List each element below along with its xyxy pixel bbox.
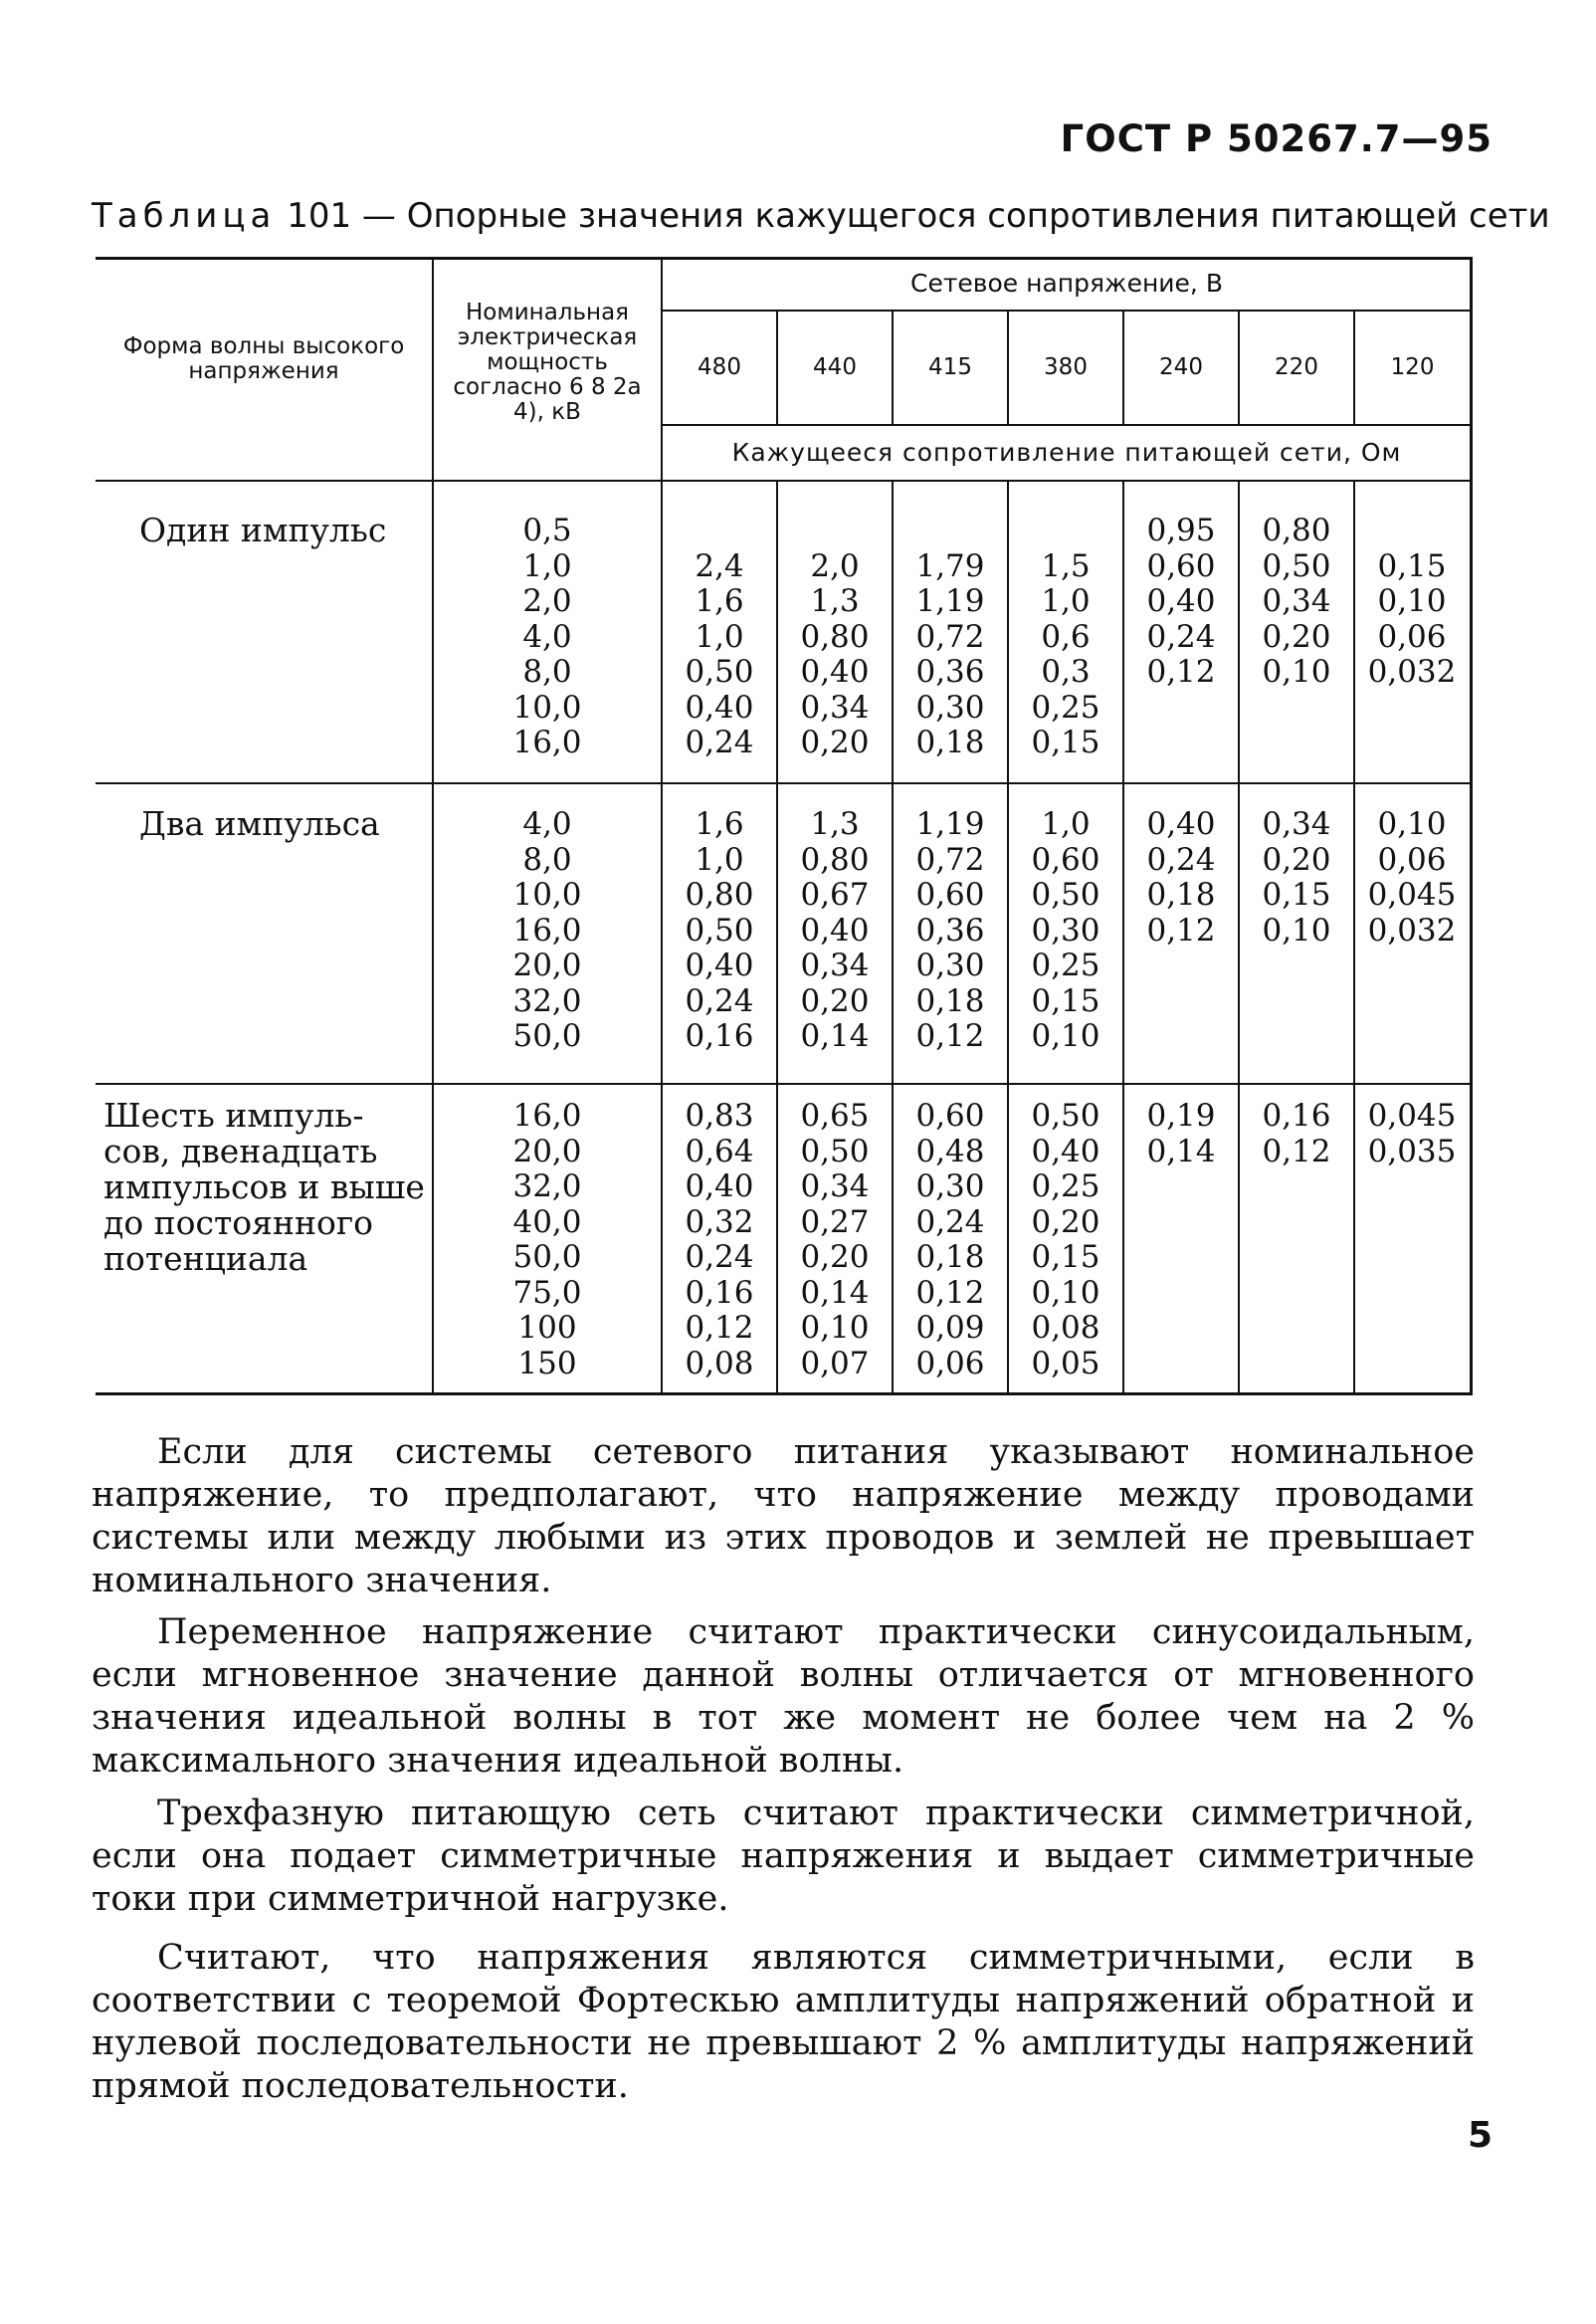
paragraph-text: Считают, что напряжения являются симметричными, если в соответствии с теоремой Фортескью амплитуды напряжений обратной и нулевой последовательности не превышают 2 % амплитуды напряжений прямой последовательности. [92,1938,1475,2106]
table-cell: 10,0 [512,689,582,726]
voltage-values-rule [661,424,1473,426]
table-caption-text: 101 — Опорные значения кажущегося сопротивления питающей сети [287,196,1550,236]
table-cell [778,513,892,548]
table-cell: 50,0 [512,1018,582,1054]
table-cell: 0,40 [800,912,870,949]
table-cell: 0,16 [685,1274,754,1311]
row3-240-cell [1124,1098,1238,1168]
table-cell: 0,64 [685,1133,754,1169]
table-cell: 0,18 [1146,877,1216,913]
row2-240-cell [1124,806,1238,1054]
table-cell: 0,50 [1262,547,1331,584]
wave-line: сов, двенадцать [103,1132,378,1170]
table-cell: 0,06 [1377,618,1447,655]
table-cell: 150 [517,1345,577,1381]
table-cell: 0,045 [1367,877,1457,913]
table-cell [1355,690,1469,726]
voltage-group-rule [661,310,1473,312]
table-cell: 0,60 [1031,841,1100,878]
paragraph-sinusoidal [92,1611,1475,1783]
table-cell: 0,18 [915,982,985,1019]
paragraph-text: Переменное напряжение считают практически синусоидальным, если мгновенное значение данной волны отличается от мгновенного значения идеальной волны в тот же момент не более чем на 2 % максимального значения идеальной волны. [92,1612,1475,1781]
table-cell: 40,0 [512,1203,582,1240]
table-cell: 0,20 [1262,618,1331,655]
table-cell: 0,10 [800,1310,870,1346]
table-cell: 0,15 [1031,725,1100,760]
table-cell: 0,60 [1146,547,1216,584]
table-cell: 0,50 [800,1133,870,1169]
table-cell: 0,15 [1377,547,1447,584]
table-cell: 0,6 [1041,618,1091,655]
table-cell: 4,0 [522,806,572,842]
table-cell: 0,25 [1031,1168,1100,1204]
table-cell: 1,0 [695,618,744,655]
table-cell [1124,1018,1238,1054]
row2-220-cell [1240,806,1353,1054]
table-cell: 0,20 [800,725,870,760]
table-cell [1124,725,1238,760]
table-cell: 0,30 [1031,912,1100,949]
voltage-480-header: 480 [698,354,741,380]
wave-line: Шесть импуль- [103,1096,364,1135]
table-cell: 0,36 [915,654,985,690]
table-cell: 0,12 [1262,1133,1331,1169]
page-number: 5 [1467,2115,1493,2156]
voltage-240-header: 240 [1159,354,1203,380]
table-cell: 0,19 [1146,1098,1216,1134]
table-cell: 0,50 [685,912,754,949]
impedance-table [96,257,1473,1395]
table-cell [1240,948,1353,983]
table-cell: 0,12 [1146,654,1216,690]
row-separator-2 [96,1083,1473,1085]
table-cell [1355,1018,1469,1054]
row1-120-cell [1355,513,1469,760]
row2-440-cell [778,806,892,1054]
table-cell: 16,0 [512,912,582,949]
table-cell: 20,0 [512,1133,582,1169]
table-cell: 0,032 [1367,912,1457,949]
standard-header: ГОСТ Р 50267.7—95 [1060,117,1493,160]
table-cell: 0,80 [800,841,870,878]
table-cell: 1,0 [522,547,572,584]
table-caption [92,196,1550,236]
table-cell: 0,24 [685,725,754,760]
table-cell: 0,20 [1031,1203,1100,1240]
table-cell: 2,0 [810,547,860,584]
table-cell [1355,725,1469,760]
row2-480-cell [663,806,776,1054]
table-cell: 1,0 [1041,806,1091,842]
row2-415-cell [894,806,1007,1054]
wave-six-pulse [103,1098,428,1277]
table-cell: 0,50 [1031,1098,1100,1134]
table-cell: 0,25 [1031,948,1100,983]
table-cell: 0,30 [915,689,985,726]
table-cell: 0,18 [915,725,985,760]
table-cell: 0,24 [915,1203,985,1240]
wave-line: импульсов и выше [103,1167,425,1206]
table-cell: 0,25 [1031,689,1100,726]
table-cell: 0,24 [685,982,754,1019]
table-cell: 0,18 [915,1239,985,1275]
table-cell: 0,20 [800,1239,870,1275]
table-cell: 0,12 [915,1018,985,1054]
table-cell: 0,05 [1031,1345,1100,1381]
table-cell: 0,60 [915,1098,985,1134]
table-top-rule [96,257,1473,260]
wave-line: потенциала [103,1239,308,1278]
table-cell: 0,045 [1367,1098,1457,1134]
table-cell: 0,67 [800,877,870,913]
table-cell: 0,10 [1031,1274,1100,1311]
paragraph-text: Если для системы сетевого питания указывают номинальное напряжение, то предполагают, что напряжение между проводами системы или между любыми из этих проводов и землей не превышает номинального значения. [92,1432,1475,1600]
table-cell: 0,15 [1031,982,1100,1019]
table-cell: 0,30 [915,1168,985,1204]
table-cell: 8,0 [522,654,572,690]
table-cell [1355,513,1469,548]
table-cell: 0,14 [1146,1133,1216,1169]
table-cell: 0,36 [915,912,985,949]
table-cell: 0,40 [1146,583,1216,619]
row1-480-cell [663,513,776,760]
row3-480-cell [663,1098,776,1380]
table-cell: 0,80 [1262,513,1331,548]
table-cell [1124,948,1238,983]
table-cell: 0,20 [800,982,870,1019]
table-right-rule [1470,257,1473,1395]
paragraph-nominal-voltage [92,1431,1475,1602]
row3-415-cell [894,1098,1007,1380]
table-cell [894,513,1007,548]
table-cell: 16,0 [512,1098,582,1134]
row3-power-cell [436,1098,659,1380]
table-cell: 0,83 [685,1098,754,1134]
table-cell: 75,0 [512,1274,582,1311]
table-cell: 1,6 [695,806,744,842]
row1-power-cell [436,513,659,760]
table-cell: 0,10 [1377,583,1447,619]
table-cell: 0,08 [685,1345,754,1381]
row1-415-cell [894,513,1007,760]
table-cell: 0,06 [1377,841,1447,878]
table-cell: 0,24 [1146,618,1216,655]
wave-line: до постоянного [103,1203,373,1242]
table-cell: 0,24 [1146,841,1216,878]
table-cell: 0,16 [1262,1098,1331,1134]
table-cell [1124,690,1238,726]
table-cell: 1,3 [810,583,860,619]
wave-column-header: Форма волны высокого напряжения [122,333,405,384]
table-cell [1355,983,1469,1019]
row2-380-cell [1009,806,1122,1054]
table-cell: 0,08 [1031,1310,1100,1346]
row2-power-cell [436,806,659,1054]
table-cell: 100 [517,1310,577,1346]
table-bottom-rule [96,1392,1473,1395]
table-cell [1240,690,1353,726]
table-caption-word: Таблица [92,196,277,236]
table-cell: 0,34 [800,689,870,726]
table-cell: 1,0 [695,841,744,878]
table-cell: 0,12 [915,1274,985,1311]
table-cell: 32,0 [512,1168,582,1204]
impedance-unit-header: Кажущееся сопротивление питающей сети, Ом [731,438,1402,467]
table-cell: 0,80 [800,618,870,655]
table-cell: 0,15 [1262,877,1331,913]
table-cell: 0,40 [800,654,870,690]
voltage-220-header: 220 [1275,354,1318,380]
table-cell: 0,40 [1031,1133,1100,1169]
table-cell: 4,0 [522,618,572,655]
table-cell: 0,34 [1262,583,1331,619]
table-cell: 1,6 [695,583,744,619]
table-cell: 0,72 [915,618,985,655]
table-cell: 0,07 [800,1345,870,1381]
table-cell: 0,72 [915,841,985,878]
table-cell: 0,10 [1031,1018,1100,1054]
paragraph-three-phase [92,1793,1475,1921]
voltage-440-header: 440 [813,354,857,380]
row3-120-cell [1355,1098,1469,1168]
table-cell: 0,06 [915,1345,985,1381]
table-cell: 0,27 [800,1203,870,1240]
table-cell: 0,95 [1146,513,1216,548]
table-cell: 0,12 [685,1310,754,1346]
table-cell: 1,0 [1041,583,1091,619]
table-cell: 10,0 [512,877,582,913]
header-bottom-rule [96,480,1473,482]
table-cell: 32,0 [512,982,582,1019]
table-cell: 0,34 [1262,806,1331,842]
table-cell [1124,983,1238,1019]
table-cell: 8,0 [522,841,572,878]
table-cell: 0,10 [1262,912,1331,949]
table-cell [1240,1018,1353,1054]
wave-two-pulse: Два импульса [139,804,380,843]
table-cell: 20,0 [512,948,582,983]
row1-220-cell [1240,513,1353,760]
table-cell [1009,513,1122,548]
table-cell: 0,50 [1031,877,1100,913]
table-cell: 1,5 [1041,547,1091,584]
table-cell: 0,34 [800,948,870,983]
table-cell: 2,4 [695,547,744,584]
row3-440-cell [778,1098,892,1380]
table-cell: 0,40 [685,1168,754,1204]
table-cell: 0,12 [1146,912,1216,949]
table-cell: 50,0 [512,1239,582,1275]
table-cell: 16,0 [512,725,582,760]
table-cell: 0,032 [1367,654,1457,690]
voltage-380-header: 380 [1044,354,1088,380]
table-cell: 0,20 [1262,841,1331,878]
table-cell: 1,19 [915,806,985,842]
table-cell: 0,16 [685,1018,754,1054]
paragraph-symmetric [92,1937,1475,2108]
row-separator-1 [96,782,1473,784]
table-cell: 0,10 [1377,806,1447,842]
wave-column-rule [432,257,434,1395]
table-cell: 0,50 [685,654,754,690]
table-cell: 1,79 [915,547,985,584]
row3-220-cell [1240,1098,1353,1168]
table-cell: 0,40 [685,689,754,726]
table-cell: 1,19 [915,583,985,619]
voltage-group-header: Сетевое напряжение, В [910,269,1223,298]
table-cell: 0,24 [685,1239,754,1275]
table-cell: 0,34 [800,1168,870,1204]
row1-440-cell [778,513,892,760]
table-cell: 0,65 [800,1098,870,1134]
row1-380-cell [1009,513,1122,760]
table-cell: 0,30 [915,948,985,983]
table-cell: 1,3 [810,806,860,842]
paragraph-text: Трехфазную питающую сеть считают практически симметричной, если она подает симметричные напряжения и выдает симметричные токи при симметричной нагрузке. [92,1794,1475,1919]
row2-120-cell [1355,806,1469,1054]
power-column-header: Номинальная электрическая мощность согласно 6 8 2а 4), кВ [453,300,642,425]
table-cell: 0,40 [1146,806,1216,842]
table-cell [1355,948,1469,983]
row1-240-cell [1124,513,1238,760]
table-cell: 2,0 [522,583,572,619]
table-cell: 0,15 [1031,1239,1100,1275]
table-cell: 0,3 [1041,654,1091,690]
wave-one-pulse: Один импульс [139,511,387,549]
table-cell: 0,035 [1367,1133,1457,1169]
table-cell: 0,32 [685,1203,754,1240]
table-cell [663,513,776,548]
table-cell [1240,725,1353,760]
table-cell: 0,80 [685,877,754,913]
table-cell: 0,60 [915,877,985,913]
row3-380-cell [1009,1098,1122,1380]
table-cell [1240,983,1353,1019]
table-cell: 0,40 [685,948,754,983]
table-cell: 0,14 [800,1274,870,1311]
voltage-415-header: 415 [928,354,972,380]
table-cell: 0,48 [915,1133,985,1169]
table-cell: 0,10 [1262,654,1331,690]
table-cell: 0,14 [800,1018,870,1054]
voltage-120-header: 120 [1390,354,1435,380]
table-cell: 0,09 [915,1310,985,1346]
table-cell: 0,5 [522,513,572,548]
